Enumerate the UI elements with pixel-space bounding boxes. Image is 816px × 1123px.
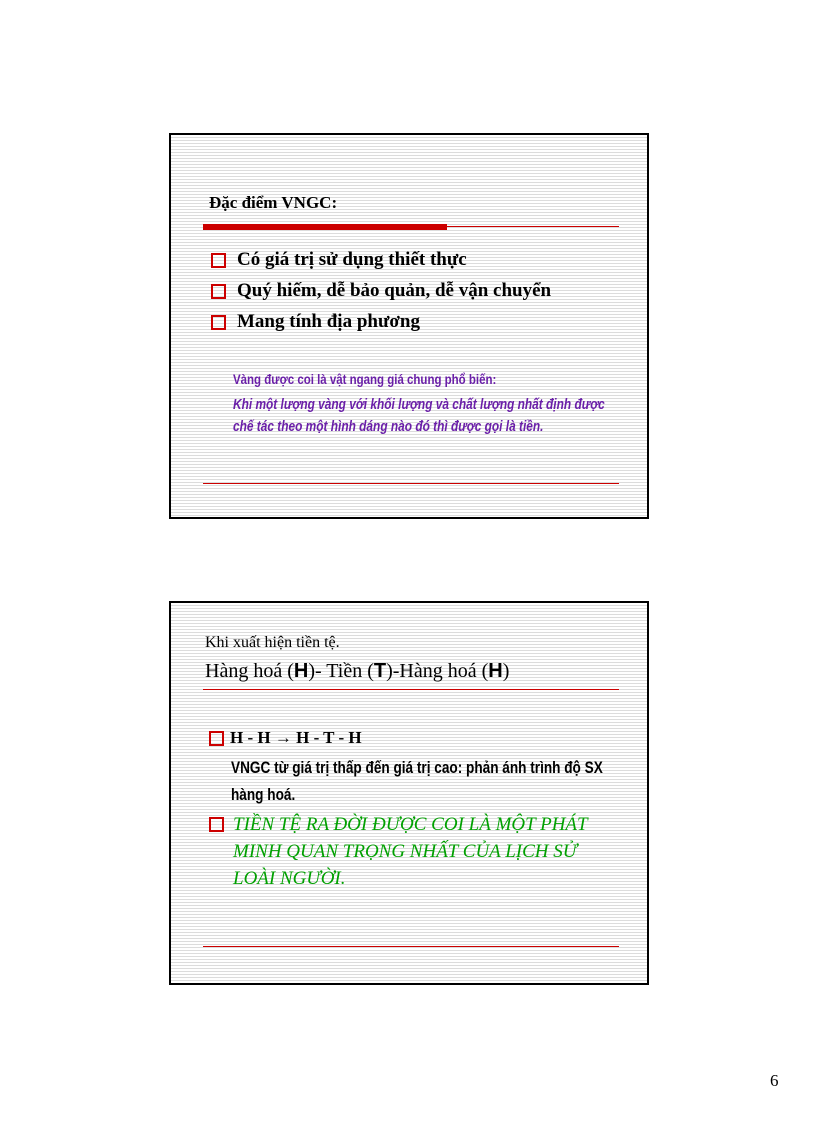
title-letter-h: H	[293, 660, 309, 682]
highlight-statement: TIỀN TỆ RA ĐỜI ĐƯỢC COI LÀ MỘT PHÁT MINH QUAN TRỌNG NHẤT CỦA LỊCH SỬ LOÀI NGƯỜI.	[233, 814, 588, 889]
title-letter-h: H	[488, 660, 503, 682]
bullet-item	[211, 311, 420, 333]
bullet-item	[209, 811, 613, 892]
checkbox-icon	[211, 253, 226, 268]
slide-2	[169, 601, 649, 985]
page-number: 6	[770, 1071, 779, 1090]
footer-line	[203, 483, 619, 484]
checkbox-icon	[209, 817, 224, 832]
checkbox-icon	[211, 284, 226, 299]
bullet-text: Mang tính địa phương	[237, 311, 420, 332]
title-underline-bar	[203, 224, 447, 230]
note-body: Khi một lượng vàng với khối lượng và chất lượng nhất định được chế tác theo một hình dáng nào đó thì được gọi là tiền.	[233, 397, 605, 435]
title-part: )-Hàng hoá (	[386, 660, 489, 682]
bullet-item	[211, 249, 467, 271]
title-part: Hàng hoá (	[205, 660, 294, 682]
title-part: )	[502, 660, 510, 682]
slide-2-subtitle: Khi xuất hiện tiền tệ.	[205, 634, 340, 651]
bullet-item	[209, 728, 362, 748]
title-part: )- Tiền (	[308, 660, 374, 682]
note-heading: Vàng được coi là vật ngang giá chung phổ biến:	[233, 371, 497, 387]
title-underline-line	[203, 689, 619, 690]
slide-1	[169, 133, 649, 519]
footer-line	[203, 946, 619, 947]
slide-1-title: Đặc điểm VNGC:	[209, 193, 338, 212]
checkbox-icon	[211, 315, 226, 330]
exchange-formula: H - H → H - T - H	[230, 728, 362, 747]
title-underline-line	[203, 226, 619, 227]
bullet-text: Có giá trị sử dụng thiết thực	[237, 249, 467, 270]
bullet-item	[211, 280, 551, 302]
title-letter-t: T	[373, 660, 387, 682]
checkbox-icon	[209, 731, 224, 746]
bullet-text: Quý hiếm, dễ bảo quản, dễ vận chuyển	[237, 280, 552, 301]
slide-2-title	[205, 660, 509, 683]
formula-description: VNGC từ giá trị thấp đến giá trị cao: phản ánh trình độ SX hàng hoá.	[231, 758, 603, 804]
